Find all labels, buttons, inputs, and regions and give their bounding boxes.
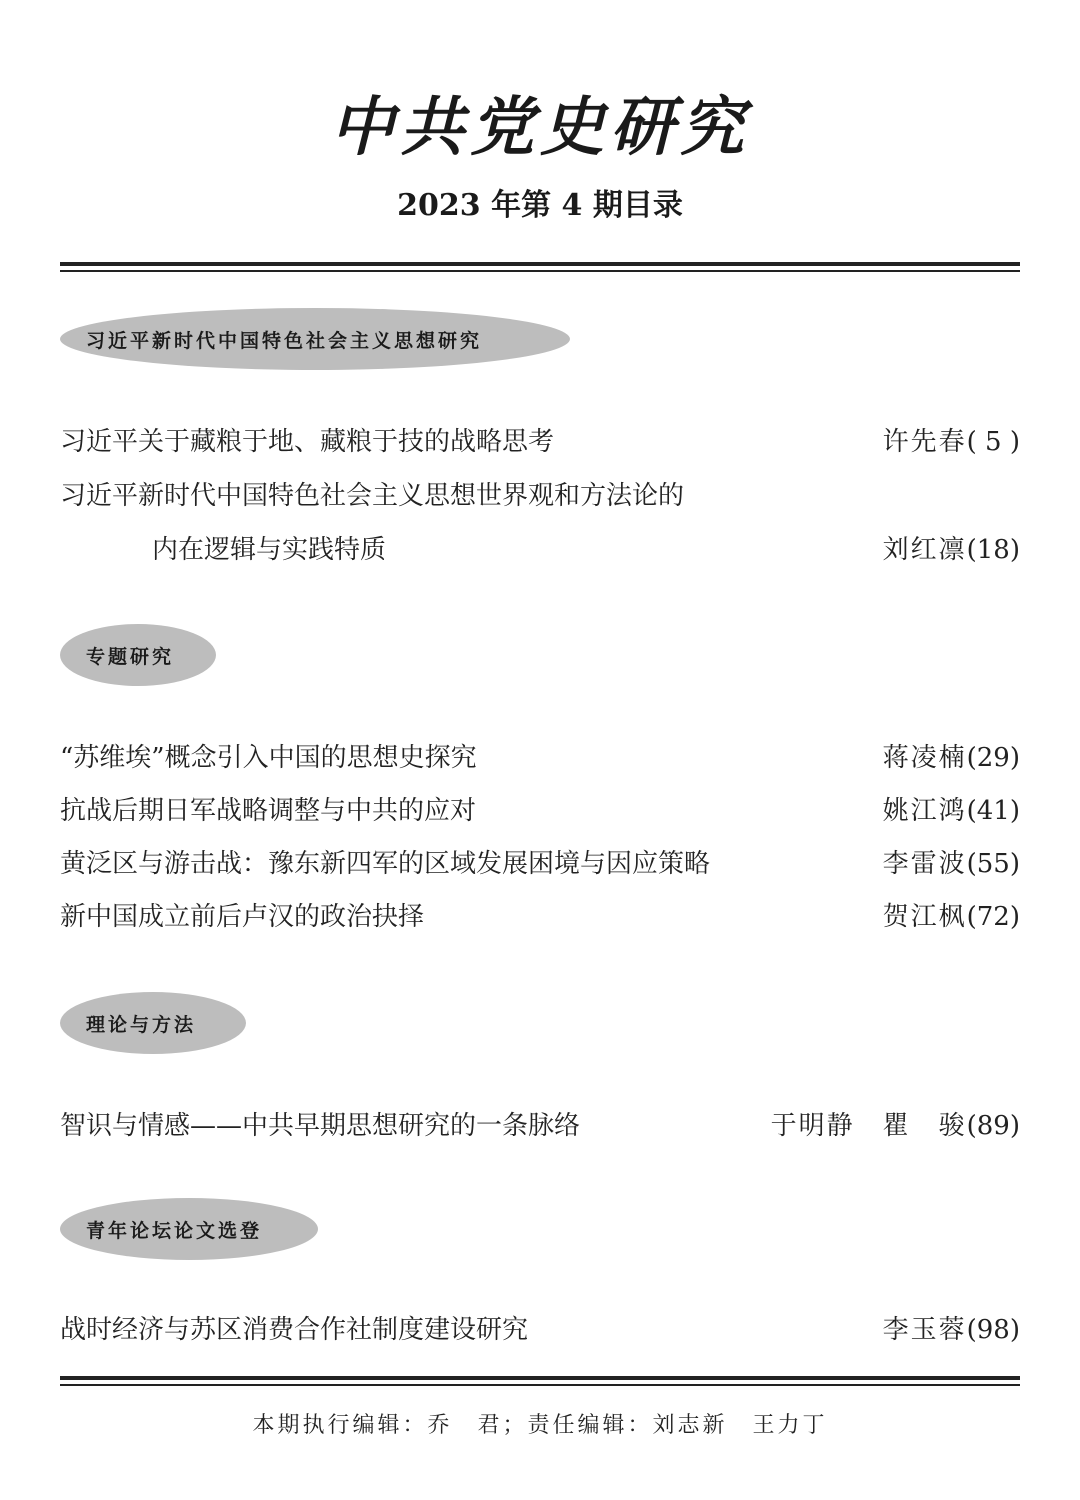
toc-entry[interactable] [60, 791, 1020, 831]
entry-page: (18) [966, 535, 1020, 565]
entry-title: 抗战后期日军战略调整与中共的应对 [60, 796, 477, 826]
toc-entry[interactable] [60, 897, 1020, 937]
entry-author: 贺江枫(72) [882, 902, 1020, 932]
top-rule-thin [60, 270, 1020, 272]
entry-title: “苏维埃”概念引入中国的思想史探究 [60, 743, 477, 773]
entry-page: (89) [966, 1111, 1020, 1141]
entry-author: 于明静 瞿 骏(89) [770, 1111, 1020, 1141]
entry-author: 姚江鸿(41) [882, 796, 1020, 826]
issue-heading: 2023 年第 4 期目录 [397, 188, 683, 223]
entry-author: 许先春( 5 ) [882, 427, 1020, 457]
entry-page: (29) [966, 743, 1020, 773]
entry-author: 李玉蓉(98) [882, 1315, 1020, 1345]
entry-page: (41) [966, 796, 1020, 826]
toc-entry[interactable] [60, 844, 1020, 884]
entry-title: 黄泛区与游击战：豫东新四军的区域发展困境与因应策略 [60, 849, 711, 879]
entry-title-continued: 内在逻辑与实践特质 [152, 535, 387, 565]
bottom-rule-thin [60, 1384, 1020, 1386]
entry-title: 智识与情感——中共早期思想研究的一条脉络 [60, 1111, 581, 1141]
entry-page: (98) [966, 1315, 1020, 1345]
entry-page: ( 5 ) [966, 427, 1020, 457]
toc-entry[interactable] [60, 422, 1020, 462]
entry-title: 战时经济与苏区消费合作社制度建设研究 [60, 1315, 529, 1345]
entry-page: (55) [966, 849, 1020, 879]
entry-author: 蒋凌楠(29) [882, 743, 1020, 773]
section-label-theory-method: 理论与方法 [60, 992, 246, 1054]
section-label-youth-forum: 青年论坛论文选登 [60, 1198, 318, 1260]
editors-credit: 本期执行编辑：乔 君；责任编辑：刘志新 王力丁 [252, 1413, 828, 1438]
bottom-rule-thick [60, 1376, 1020, 1380]
section-label-special-topics: 专题研究 [60, 624, 216, 686]
entry-page: (72) [966, 902, 1020, 932]
toc-entry[interactable] [60, 1310, 1020, 1350]
top-rule-thick [60, 262, 1020, 266]
entry-title: 习近平新时代中国特色社会主义思想世界观和方法论的 [60, 481, 685, 511]
entry-author: 刘红凛(18) [882, 535, 1020, 565]
entry-title: 习近平关于藏粮于地、藏粮于技的战略思考 [60, 427, 555, 457]
journal-masthead: 中共党史研究 [330, 90, 750, 165]
toc-entry-continuation[interactable] [60, 530, 1020, 570]
entry-title: 新中国成立前后卢汉的政治抉择 [60, 902, 425, 932]
toc-entry[interactable] [60, 1106, 1020, 1146]
entry-author: 李雷波(55) [882, 849, 1020, 879]
toc-entry[interactable] [60, 738, 1020, 778]
section-label-xi-thought: 习近平新时代中国特色社会主义思想研究 [60, 308, 570, 370]
toc-entry[interactable] [60, 476, 1020, 516]
